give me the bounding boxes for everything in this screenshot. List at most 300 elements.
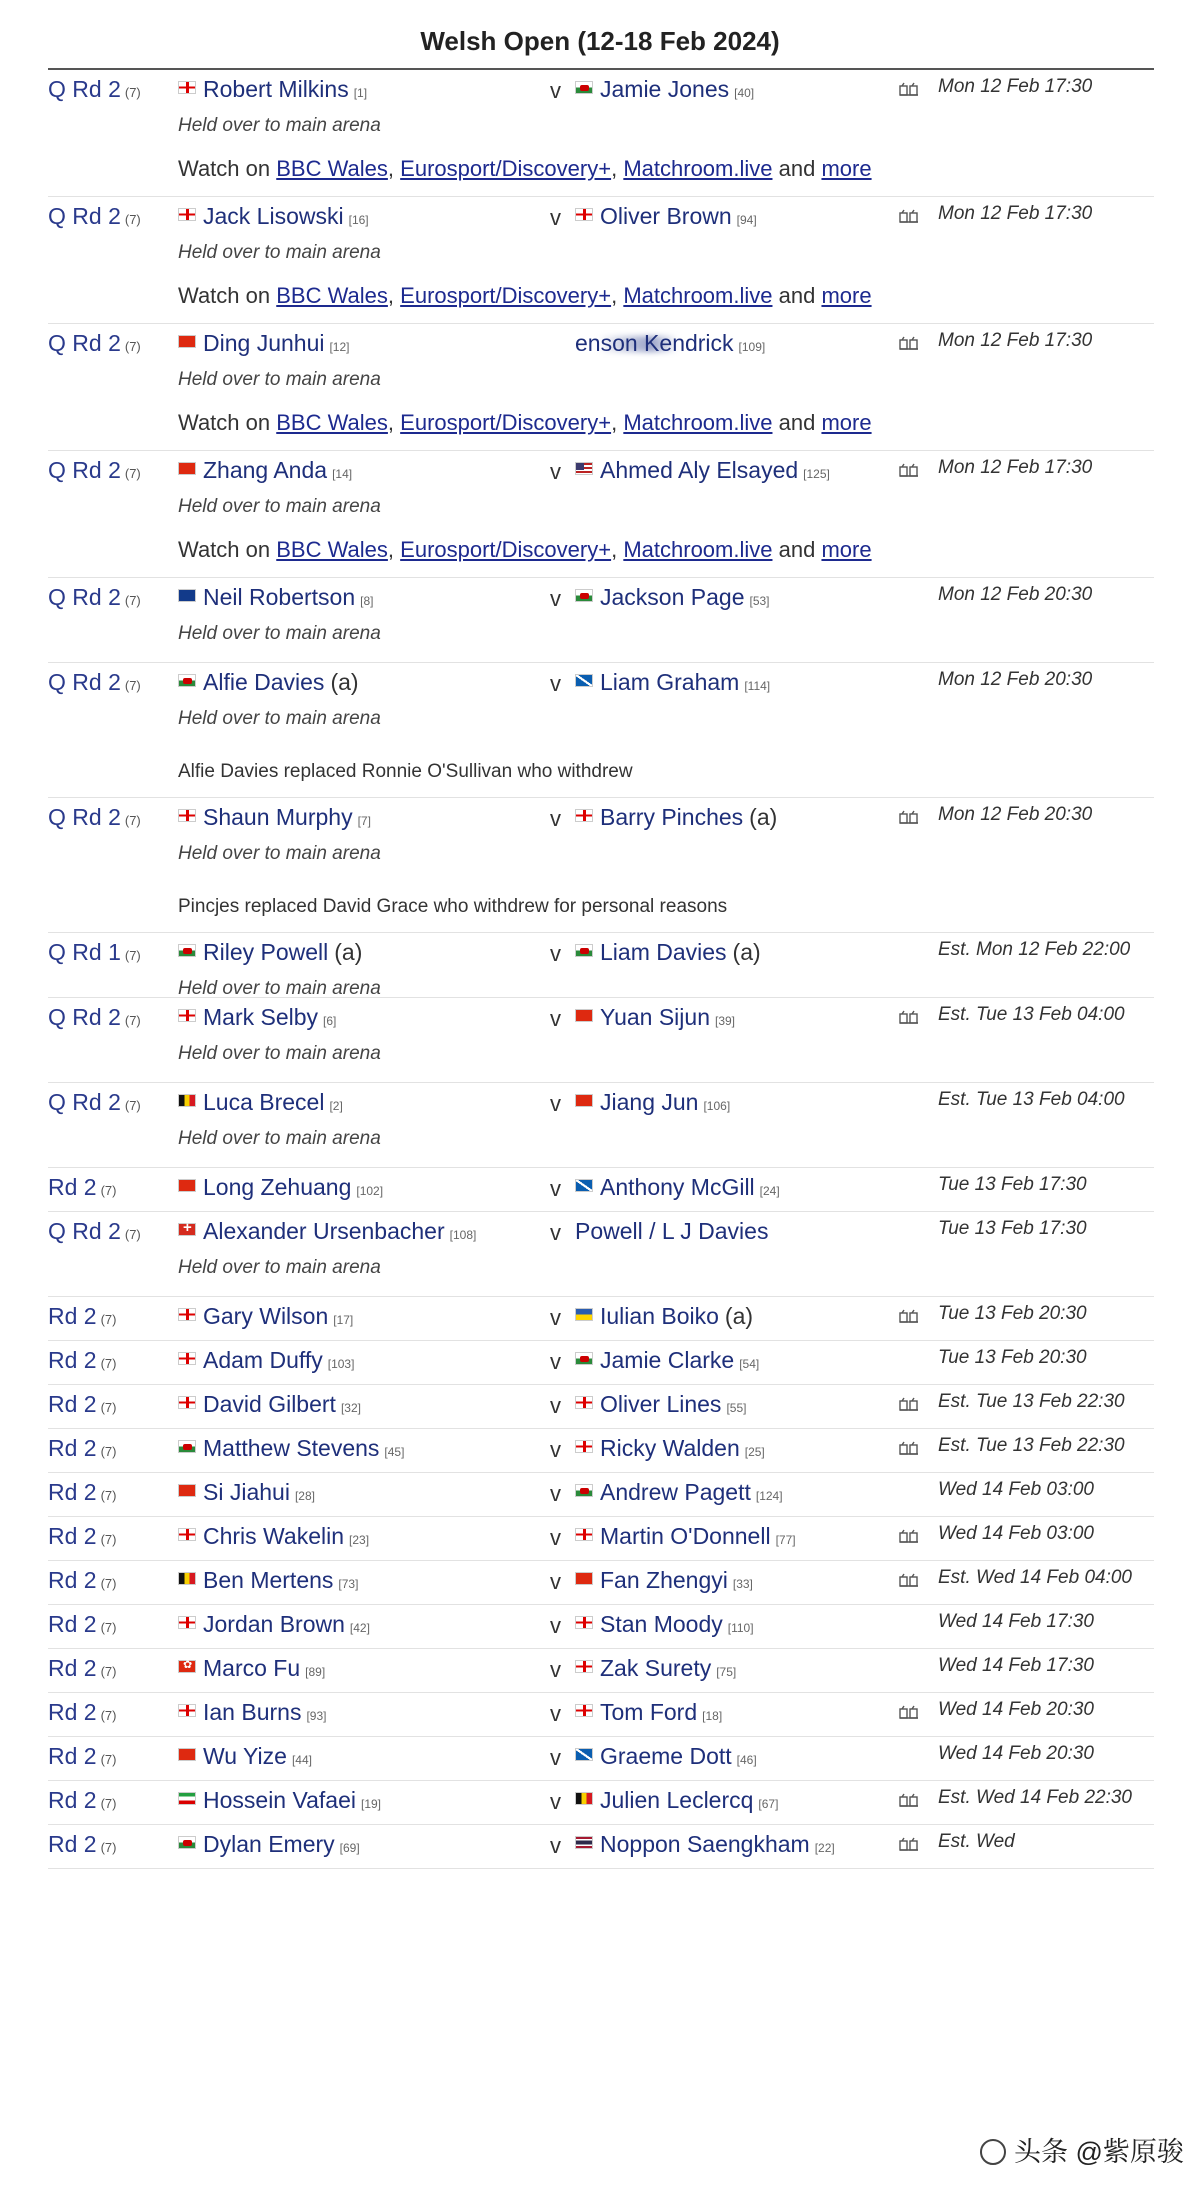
channel-link[interactable]: Eurosport/Discovery+ (400, 537, 612, 562)
player-1[interactable] (178, 1004, 336, 1031)
player-name[interactable]: Zak Surety (600, 1655, 712, 1681)
player-name[interactable]: Ding Junhui (203, 330, 325, 356)
player-name[interactable]: Liam Graham (600, 669, 740, 695)
player-name[interactable]: Graeme Dott (600, 1743, 732, 1769)
best-of: (7) (100, 1444, 117, 1459)
round-name[interactable]: Q Rd 2 (48, 584, 121, 610)
player-1[interactable] (178, 1391, 361, 1418)
player-name[interactable]: Shaun Murphy (203, 804, 353, 830)
player-2[interactable] (575, 1089, 730, 1116)
player-name[interactable]: Liam Davies (600, 939, 727, 965)
player-2[interactable] (575, 203, 757, 230)
player-rank: [109] (738, 340, 766, 354)
player-2[interactable] (575, 584, 770, 611)
versus-label: v (550, 586, 561, 611)
player-name[interactable]: Anthony McGill (600, 1174, 755, 1200)
player-1[interactable] (178, 1699, 326, 1726)
round-name[interactable]: Rd 2 (48, 1174, 97, 1200)
versus-label: v (550, 1613, 561, 1638)
match-time: Tue 13 Feb 17:30 (938, 1174, 1087, 1195)
player-name[interactable]: Stan Moody (600, 1611, 723, 1637)
player-2[interactable] (575, 457, 830, 484)
player-2[interactable] (575, 1391, 746, 1418)
flag-icon (178, 1179, 196, 1192)
best-of: (7) (100, 1183, 117, 1198)
match-line (48, 1297, 1154, 1340)
round-name[interactable]: Q Rd 2 (48, 1089, 121, 1115)
player-name[interactable]: Zhang Anda (203, 457, 328, 483)
round-label[interactable] (48, 1787, 116, 1814)
player-name[interactable]: Dylan Emery (203, 1831, 335, 1857)
flag-icon (178, 1094, 196, 1107)
round-name[interactable]: Rd 2 (48, 1435, 97, 1461)
player-name[interactable]: enson Kendrick (575, 330, 734, 356)
versus-label: v (550, 1305, 561, 1330)
tv-broadcast-icon (899, 1010, 919, 1024)
player-2[interactable] (575, 1347, 759, 1374)
watch-prefix: Watch on (178, 410, 271, 435)
round-name[interactable]: Q Rd 2 (48, 669, 121, 695)
player-1[interactable] (178, 1787, 381, 1814)
player-1[interactable] (178, 1303, 353, 1330)
player-name[interactable]: Tom Ford (600, 1699, 698, 1725)
round-name[interactable]: Rd 2 (48, 1523, 97, 1549)
player-1[interactable] (178, 1523, 369, 1550)
flag-icon (575, 1484, 593, 1497)
tv-broadcast-icon (899, 1397, 919, 1411)
best-of: (7) (124, 678, 141, 693)
round-name[interactable]: Q Rd 2 (48, 330, 121, 356)
versus-label: v (550, 1349, 561, 1374)
replacement-note: Alfie Davies replaced Ronnie O'Sullivan who withdrew (178, 761, 633, 782)
player-rank: [17] (333, 1313, 354, 1327)
round-label[interactable] (48, 1391, 116, 1418)
match-note: Held over to main arena (178, 369, 381, 390)
watch-and: and (778, 156, 816, 181)
tv-broadcast-icon (899, 209, 919, 223)
separator: , (611, 283, 618, 308)
round-label[interactable] (48, 1611, 116, 1638)
best-of: (7) (100, 1488, 117, 1503)
match-time: Wed 14 Feb 03:00 (938, 1523, 1094, 1544)
player-name[interactable]: Fan Zhengyi (600, 1567, 728, 1593)
channel-link[interactable]: BBC Wales (276, 410, 388, 435)
match-line (48, 324, 1154, 366)
player-2[interactable] (575, 1523, 796, 1550)
replacement-note: Pincjes replaced David Grace who withdrew for personal reasons (178, 896, 728, 917)
round-label[interactable] (48, 1218, 141, 1245)
match-row (48, 70, 1154, 197)
player-rank: [12] (329, 340, 350, 354)
player-2[interactable] (575, 1174, 780, 1201)
match-line (48, 1168, 1154, 1211)
flag-icon (575, 674, 593, 687)
match-row (48, 998, 1154, 1083)
channel-link[interactable]: Matchroom.live (623, 537, 773, 562)
match-line (48, 1341, 1154, 1384)
match-line (48, 1083, 1154, 1125)
match-time: Wed 14 Feb 03:00 (938, 1479, 1094, 1500)
round-name[interactable]: Rd 2 (48, 1743, 97, 1769)
round-name[interactable]: Rd 2 (48, 1347, 97, 1373)
channel-link[interactable]: Eurosport/Discovery+ (400, 410, 612, 435)
player-2[interactable] (575, 1004, 735, 1031)
round-name[interactable]: Q Rd 1 (48, 939, 121, 965)
match-row (48, 1517, 1154, 1561)
round-name[interactable]: Q Rd 2 (48, 203, 121, 229)
more-link[interactable]: more (821, 537, 872, 562)
match-time: Est. Wed 14 Feb 04:00 (938, 1567, 1132, 1588)
player-name[interactable]: Ricky Walden (600, 1435, 740, 1461)
player-1[interactable] (178, 1435, 404, 1462)
player-2[interactable] (575, 76, 754, 103)
watch-on (48, 154, 928, 196)
player-rank: [14] (332, 467, 353, 481)
player-2[interactable] (575, 330, 765, 357)
round-label[interactable] (48, 939, 141, 966)
match-note: Held over to main arena (178, 1043, 381, 1064)
match-row (48, 1385, 1154, 1429)
best-of: (7) (124, 212, 141, 227)
flag-icon (575, 1836, 593, 1849)
player-2[interactable] (575, 1435, 765, 1462)
player-name[interactable]: Mark Selby (203, 1004, 319, 1030)
match-time: Est. Tue 13 Feb 04:00 (938, 1004, 1125, 1025)
player-name[interactable]: Adam Duffy (203, 1347, 323, 1373)
player-name[interactable]: Alfie Davies (203, 669, 325, 695)
round-name[interactable]: Q Rd 2 (48, 76, 121, 102)
round-label[interactable] (48, 457, 141, 484)
player-name[interactable]: David Gilbert (203, 1391, 336, 1417)
versus-label: v (550, 1481, 561, 1506)
match-time: Mon 12 Feb 20:30 (938, 804, 1093, 825)
player-2[interactable] (575, 1218, 768, 1245)
more-link[interactable]: more (821, 410, 872, 435)
player-name[interactable]: Riley Powell (203, 939, 329, 965)
versus-label: v (550, 459, 561, 484)
player-name[interactable]: Jordan Brown (203, 1611, 345, 1637)
round-label[interactable] (48, 1435, 116, 1462)
channel-link[interactable]: Matchroom.live (623, 410, 773, 435)
match-note: Held over to main arena (178, 1128, 381, 1149)
player-1[interactable] (178, 1174, 383, 1201)
amateur-mark: (a) (330, 669, 359, 695)
round-label[interactable] (48, 669, 141, 696)
round-name[interactable]: Rd 2 (48, 1567, 97, 1593)
player-name[interactable]: Andrew Pagett (600, 1479, 751, 1505)
match-row (48, 1825, 1154, 1869)
player-name[interactable]: Ben Mertens (203, 1567, 334, 1593)
player-2[interactable] (575, 1567, 753, 1594)
tv-broadcast-icon (899, 463, 919, 477)
player-name[interactable]: Robert Milkins (203, 76, 349, 102)
player-2[interactable] (575, 1303, 753, 1330)
flag-icon (178, 1440, 196, 1453)
player-1[interactable] (178, 584, 373, 611)
player-2[interactable] (575, 669, 770, 696)
flag-icon (178, 1223, 196, 1236)
tv-broadcast-icon (899, 1529, 919, 1543)
player-name[interactable]: Ahmed Aly Elsayed (600, 457, 799, 483)
match-time: Mon 12 Feb 20:30 (938, 669, 1093, 690)
match-note: Held over to main arena (178, 708, 381, 729)
round-label[interactable] (48, 1699, 116, 1726)
round-name[interactable]: Rd 2 (48, 1699, 97, 1725)
best-of: (7) (124, 813, 141, 828)
player-name[interactable]: Chris Wakelin (203, 1523, 345, 1549)
match-line (48, 663, 1154, 705)
round-label[interactable] (48, 1174, 116, 1201)
player-1[interactable] (178, 669, 359, 696)
player-name[interactable]: Matthew Stevens (203, 1435, 380, 1461)
separator: , (611, 537, 618, 562)
round-name[interactable]: Q Rd 2 (48, 804, 121, 830)
player-2[interactable] (575, 1479, 783, 1506)
round-label[interactable] (48, 1479, 116, 1506)
round-label[interactable] (48, 1743, 116, 1770)
match-row (48, 197, 1154, 324)
best-of: (7) (100, 1796, 117, 1811)
versus-label: v (550, 1437, 561, 1462)
player-1[interactable] (178, 1567, 358, 1594)
round-name[interactable]: Rd 2 (48, 1391, 97, 1417)
channel-link[interactable]: Matchroom.live (623, 156, 773, 181)
player-name[interactable]: Si Jiahui (203, 1479, 290, 1505)
watch-prefix: Watch on (178, 537, 271, 562)
match-row (48, 933, 1154, 998)
player-name[interactable]: Yuan Sijun (600, 1004, 710, 1030)
separator: , (611, 410, 618, 435)
round-name[interactable]: Rd 2 (48, 1655, 97, 1681)
player-rank: [44] (291, 1753, 312, 1767)
round-name[interactable]: Q Rd 2 (48, 457, 121, 483)
player-1[interactable] (178, 457, 352, 484)
player-name[interactable]: Wu Yize (203, 1743, 287, 1769)
player-name[interactable]: Hossein Vafaei (203, 1787, 356, 1813)
watch-on (48, 408, 928, 450)
player-1[interactable] (178, 1743, 312, 1770)
round-label[interactable] (48, 330, 141, 357)
round-label[interactable] (48, 1567, 116, 1594)
player-rank: [94] (736, 213, 757, 227)
match-time: Mon 12 Feb 20:30 (938, 584, 1093, 605)
player-rank: [93] (306, 1709, 327, 1723)
match-row (48, 663, 1154, 798)
player-name[interactable]: Jamie Clarke (600, 1347, 735, 1373)
player-rank: [103] (327, 1357, 355, 1371)
player-1[interactable] (178, 330, 349, 357)
match-row (48, 1737, 1154, 1781)
player-rank: [75] (716, 1665, 737, 1679)
channel-link[interactable]: Eurosport/Discovery+ (400, 283, 612, 308)
match-row (48, 1297, 1154, 1341)
watch-and: and (778, 537, 816, 562)
match-time: Wed 14 Feb 17:30 (938, 1655, 1094, 1676)
player-1[interactable] (178, 804, 371, 831)
round-name[interactable]: Rd 2 (48, 1479, 97, 1505)
player-name[interactable]: Oliver Lines (600, 1391, 722, 1417)
match-row (48, 324, 1154, 451)
round-name[interactable]: Rd 2 (48, 1787, 97, 1813)
round-label[interactable] (48, 1347, 116, 1374)
match-line (48, 1781, 1154, 1824)
player-name[interactable]: Noppon Saengkham (600, 1831, 810, 1857)
round-label[interactable] (48, 1523, 116, 1550)
player-name[interactable]: Jackson Page (600, 584, 745, 610)
amateur-mark: (a) (724, 1303, 754, 1329)
round-label[interactable] (48, 76, 141, 103)
player-name[interactable]: Martin O'Donnell (600, 1523, 771, 1549)
round-label[interactable] (48, 1303, 116, 1330)
match-time: Est. Mon 12 Feb 22:00 (938, 939, 1131, 960)
flag-icon (575, 1009, 593, 1022)
match-time: Wed 14 Feb 17:30 (938, 1611, 1094, 1632)
more-link[interactable]: more (821, 283, 872, 308)
flag-icon (178, 335, 196, 348)
versus-label: v (550, 941, 561, 966)
channel-link[interactable]: Matchroom.live (623, 283, 773, 308)
tv-broadcast-icon (899, 1441, 919, 1455)
player-rank: [125] (803, 467, 830, 481)
versus-label: v (550, 806, 561, 831)
player-name[interactable]: Jack Lisowski (203, 203, 344, 229)
round-name[interactable]: Rd 2 (48, 1611, 97, 1637)
player-name[interactable]: Long Zehuang (203, 1174, 352, 1200)
player-name[interactable]: Barry Pinches (600, 804, 744, 830)
flag-icon (178, 1528, 196, 1541)
page-title: Welsh Open (12-18 Feb 2024) (420, 26, 780, 56)
player-2[interactable] (575, 1743, 757, 1770)
round-label[interactable] (48, 584, 141, 611)
tv-broadcast-icon (899, 82, 919, 96)
best-of: (7) (100, 1532, 117, 1547)
player-name[interactable]: Oliver Brown (600, 203, 732, 229)
match-row (48, 798, 1154, 933)
versus-label: v (550, 1657, 561, 1682)
player-rank: [67] (758, 1797, 779, 1811)
player-1[interactable] (178, 1655, 325, 1682)
match-line (48, 197, 1154, 239)
player-rank: [16] (348, 213, 369, 227)
player-rank: [7] (357, 814, 371, 828)
player-name[interactable]: Jiang Jun (600, 1089, 699, 1115)
player-name[interactable]: Jamie Jones (600, 76, 730, 102)
player-rank: [40] (734, 86, 755, 100)
match-line (48, 1429, 1154, 1472)
round-name[interactable]: Q Rd 2 (48, 1218, 121, 1244)
player-name[interactable]: Powell / L J Davies (575, 1218, 769, 1244)
round-label[interactable] (48, 1089, 141, 1116)
channel-link[interactable]: BBC Wales (276, 156, 388, 181)
player-2[interactable] (575, 1655, 736, 1682)
player-rank: [1] (353, 86, 368, 100)
player-1[interactable] (178, 1479, 315, 1506)
player-1[interactable] (178, 76, 367, 103)
flag-icon (178, 1308, 196, 1321)
player-2[interactable] (575, 1787, 778, 1814)
best-of: (7) (100, 1840, 117, 1855)
match-row (48, 1781, 1154, 1825)
player-rank: [32] (340, 1401, 361, 1415)
match-line (48, 1385, 1154, 1428)
player-1[interactable] (178, 1218, 476, 1245)
round-label[interactable] (48, 203, 141, 230)
flag-icon (575, 1616, 593, 1629)
channel-link[interactable]: BBC Wales (276, 537, 388, 562)
round-name[interactable]: Rd 2 (48, 1303, 97, 1329)
watch-prefix: Watch on (178, 156, 271, 181)
player-name[interactable]: Neil Robertson (203, 584, 356, 610)
player-2[interactable] (575, 939, 761, 966)
player-name[interactable]: Luca Brecel (203, 1089, 325, 1115)
player-name[interactable]: Ian Burns (203, 1699, 302, 1725)
player-rank: [45] (384, 1445, 405, 1459)
player-1[interactable] (178, 1831, 360, 1858)
player-name[interactable]: Julien Leclercq (600, 1787, 754, 1813)
match-row (48, 1429, 1154, 1473)
versus-label: v (550, 205, 561, 230)
match-row (48, 578, 1154, 663)
round-name[interactable]: Q Rd 2 (48, 1004, 121, 1030)
match-time: Wed 14 Feb 20:30 (938, 1699, 1094, 1720)
player-name[interactable]: Alexander Ursenbacher (203, 1218, 445, 1244)
match-note: Held over to main arena (178, 496, 381, 517)
watermark-logo-icon (980, 2139, 1006, 2165)
amateur-mark: (a) (732, 939, 761, 965)
player-1[interactable] (178, 1089, 343, 1116)
player-2[interactable] (575, 1831, 835, 1858)
player-rank: [28] (294, 1489, 315, 1503)
player-1[interactable] (178, 939, 362, 966)
player-name[interactable]: Marco Fu (203, 1655, 301, 1681)
player-2[interactable] (575, 1611, 754, 1638)
round-label[interactable] (48, 1831, 116, 1858)
player-rank: [77] (775, 1533, 796, 1547)
watch-prefix: Watch on (178, 283, 271, 308)
player-rank: [42] (349, 1621, 370, 1635)
player-1[interactable] (178, 203, 369, 230)
channel-link[interactable]: Eurosport/Discovery+ (400, 156, 612, 181)
best-of: (7) (100, 1400, 117, 1415)
watch-on (48, 281, 928, 323)
player-name[interactable]: Gary Wilson (203, 1303, 329, 1329)
amateur-mark: (a) (334, 939, 363, 965)
player-rank: [102] (356, 1184, 384, 1198)
tv-broadcast-icon (899, 1837, 919, 1851)
player-1[interactable] (178, 1611, 370, 1638)
player-2[interactable] (575, 1699, 722, 1726)
flag-icon (178, 1484, 196, 1497)
round-label[interactable] (48, 1655, 116, 1682)
flag-icon (575, 1660, 593, 1673)
flag-icon (178, 944, 196, 957)
match-row (48, 451, 1154, 578)
player-name[interactable]: Iulian Boiko (600, 1303, 719, 1329)
channel-link[interactable]: BBC Wales (276, 283, 388, 308)
match-time: Est. Tue 13 Feb 22:30 (938, 1391, 1125, 1412)
player-rank: [55] (726, 1401, 747, 1415)
match-line (48, 451, 1154, 493)
player-1[interactable] (178, 1347, 354, 1374)
player-2[interactable] (575, 804, 777, 831)
flag-icon (178, 809, 196, 822)
round-label[interactable] (48, 804, 141, 831)
match-row (48, 1693, 1154, 1737)
more-link[interactable]: more (821, 156, 872, 181)
round-label[interactable] (48, 1004, 141, 1031)
round-name[interactable]: Rd 2 (48, 1831, 97, 1857)
flag-icon (575, 1352, 593, 1365)
